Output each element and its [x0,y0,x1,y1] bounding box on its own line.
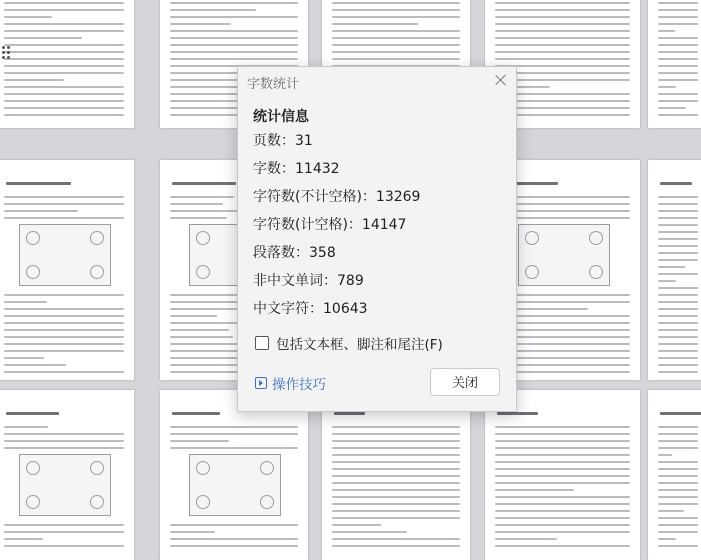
tips-link[interactable] [255,373,326,393]
figure-drawing [518,224,610,286]
text-line [658,231,698,233]
heading-line [6,412,59,415]
text-line [332,524,381,526]
text-line [170,58,298,60]
heading-line [497,412,538,415]
text-line [332,23,418,25]
text-line [495,16,630,18]
text-line [495,489,574,491]
text-line [170,203,223,205]
text-line [495,524,630,526]
text-line [658,224,698,226]
text-line [658,371,698,373]
text-line [4,93,124,95]
text-line [4,426,48,428]
close-button[interactable]: 关闭 [430,368,500,396]
figure-part [196,265,210,279]
text-line [495,503,630,505]
text-line [4,447,124,449]
text-line [170,16,298,18]
play-icon [255,377,267,389]
text-line [658,16,698,18]
text-line [4,23,124,25]
text-line [170,217,227,219]
text-line [495,468,630,470]
text-line [658,252,698,254]
text-line [4,51,124,53]
text-line [658,245,698,247]
figure-part [26,231,40,245]
text-line [658,524,698,526]
text-line [332,440,460,442]
text-line [495,447,630,449]
text-line [170,545,298,547]
text-line [658,30,675,32]
text-line [658,93,698,95]
text-line [4,531,124,533]
text-line [658,496,698,498]
text-line [332,9,460,11]
text-line [4,72,124,74]
text-line [4,203,124,205]
dialog-title: 字数统计 [247,77,300,92]
figure-drawing [19,224,111,286]
text-line [658,86,676,88]
tips-label: 操作技巧 [272,377,326,393]
text-line [495,510,630,512]
text-line [170,350,247,352]
text-line [658,51,698,53]
text-line [658,357,698,359]
text-line [658,510,684,512]
text-line [4,65,124,67]
page-thumbnail [0,0,134,128]
text-line [332,531,407,533]
text-line [170,30,298,32]
text-line [658,72,698,74]
text-line [332,426,460,428]
text-line [658,350,698,352]
text-line [4,433,124,435]
text-line [4,301,47,303]
text-line [170,196,234,198]
text-line [658,114,698,116]
text-line [658,287,698,289]
figure-drawing [19,454,111,516]
text-line [332,454,460,456]
text-line [495,454,630,456]
text-line [332,496,460,498]
text-line [332,44,460,46]
text-line [332,517,460,519]
figure-part [260,461,274,475]
text-line [4,114,124,116]
text-line [495,496,630,498]
text-line [4,343,124,345]
text-line [495,531,630,533]
text-line [658,426,698,428]
text-line [658,454,672,456]
text-line [332,433,460,435]
text-line [170,426,298,428]
text-line [658,517,698,519]
text-line [658,210,698,212]
text-line [495,482,630,484]
text-line [170,336,233,338]
text-line [170,23,231,25]
text-line [658,545,698,547]
text-line [4,357,44,359]
text-line [170,37,298,39]
statistics-heading: 统计信息 [253,109,309,125]
figure-part [26,265,40,279]
text-line [4,16,52,18]
text-line [4,30,124,32]
figure-part [260,495,274,509]
text-line [495,23,630,25]
text-line [4,364,66,366]
page-thumbnail [322,390,470,560]
text-line [332,16,460,18]
text-line [658,308,698,310]
text-line [332,510,460,512]
text-line [332,58,460,60]
text-line [170,315,217,317]
text-line [170,51,298,53]
text-line [658,336,698,338]
close-icon[interactable] [494,73,508,87]
checkbox-box[interactable] [255,336,269,350]
text-line [658,475,698,477]
text-line [495,538,557,540]
text-line [658,2,698,4]
text-line [658,280,676,282]
text-line [4,37,82,39]
text-line [170,44,298,46]
text-line [4,371,124,373]
text-line [495,9,630,11]
text-line [4,440,124,442]
text-line [658,315,698,317]
text-line [332,545,460,547]
text-line [658,107,686,109]
page-thumbnail [485,390,640,560]
text-line [4,107,124,109]
text-line [658,440,698,442]
heading-line [172,182,236,185]
text-line [170,447,298,449]
heading-line [660,412,701,415]
stat-non-chinese-words: 非中文单词：789 [253,273,364,289]
text-line [658,37,698,39]
text-line [658,343,698,345]
text-line [332,482,460,484]
text-line [495,51,630,53]
text-line [495,440,630,442]
text-line [495,475,630,477]
page-thumbnail [648,0,701,128]
text-line [495,37,630,39]
text-line [4,217,124,219]
text-line [658,9,698,11]
text-line [4,308,124,310]
text-line [170,322,240,324]
text-line [495,58,630,60]
page-thumbnail [648,390,701,560]
text-line [332,489,460,491]
text-line [332,538,460,540]
text-line [4,58,124,60]
checkbox-label: 包括文本框、脚注和尾注(F) [276,337,443,353]
text-line [170,433,298,435]
text-line [658,538,676,540]
figure-part [196,495,210,509]
text-line [495,30,630,32]
text-line [658,196,698,198]
text-line [332,468,460,470]
text-line [4,100,124,102]
text-line [658,482,698,484]
text-line [495,426,630,428]
text-line [332,51,460,53]
text-line [658,503,698,505]
text-line [4,538,43,540]
text-line [658,23,698,25]
text-line [4,210,78,212]
heading-line [172,412,220,415]
text-line [658,322,698,324]
text-line [658,259,698,261]
text-line [4,545,124,547]
text-line [658,100,698,102]
figure-part [525,231,539,245]
page-thumbnail [648,160,701,380]
stat-page-count: 页数：31 [253,133,313,149]
text-line [170,440,229,442]
text-line [495,433,630,435]
text-line [170,524,298,526]
text-line [4,336,124,338]
text-line [4,2,124,4]
text-line [4,322,124,324]
text-line [658,273,698,275]
text-line [4,315,124,317]
text-line [495,2,630,4]
text-line [658,203,698,205]
text-line [658,447,698,449]
text-line [332,447,460,449]
text-line [4,86,124,88]
text-line [4,44,124,46]
text-line [332,2,460,4]
text-line [170,538,298,540]
heading-line [660,182,692,185]
text-line [658,461,698,463]
figure-part [525,265,539,279]
text-line [495,44,630,46]
text-line [658,433,698,435]
stat-chinese-chars: 中文字符：10643 [253,301,368,317]
text-line [658,79,698,81]
page-thumbnail [0,160,134,380]
stat-paragraph-count: 段落数：358 [253,245,336,261]
more-options-icon[interactable] [2,46,12,60]
text-line [658,294,698,296]
figure-part [196,461,210,475]
text-line [658,329,698,331]
text-line [495,545,630,547]
figure-part [90,231,104,245]
text-line [658,364,698,366]
stat-chars-with-spaces: 字符数(计空格)：14147 [253,217,407,233]
text-line [4,294,124,296]
text-line [4,79,64,81]
figure-part [589,231,603,245]
text-line [658,489,698,491]
text-line [332,30,460,32]
figure-part [26,461,40,475]
text-line [4,524,124,526]
include-textbox-footnotes-checkbox[interactable] [255,333,443,353]
text-line [332,503,460,505]
figure-part [90,461,104,475]
figure-part [90,495,104,509]
text-line [658,238,698,240]
text-line [658,266,685,268]
page-thumbnail [0,390,134,560]
text-line [4,329,124,331]
text-line [4,350,124,352]
figure-part [196,231,210,245]
figure-part [589,265,603,279]
text-line [658,44,698,46]
page-thumbnail [160,390,308,560]
text-line [495,517,630,519]
text-line [658,301,698,303]
text-line [170,2,298,4]
heading-line [6,182,71,185]
text-line [4,196,124,198]
text-line [658,468,698,470]
text-line [658,531,698,533]
heading-line [334,412,365,415]
text-line [658,58,698,60]
figure-part [90,265,104,279]
text-line [658,65,698,67]
figure-part [26,495,40,509]
text-line [332,37,460,39]
text-line [4,9,124,11]
text-line [332,461,460,463]
stat-word-count: 字数：11432 [253,161,340,177]
text-line [170,531,215,533]
text-line [332,475,460,477]
text-line [170,329,229,331]
word-count-dialog [237,66,517,412]
figure-drawing [189,454,281,516]
text-line [495,461,630,463]
stat-chars-no-spaces: 字符数(不计空格)：13269 [253,189,421,205]
text-line [658,217,698,219]
text-line [170,9,256,11]
